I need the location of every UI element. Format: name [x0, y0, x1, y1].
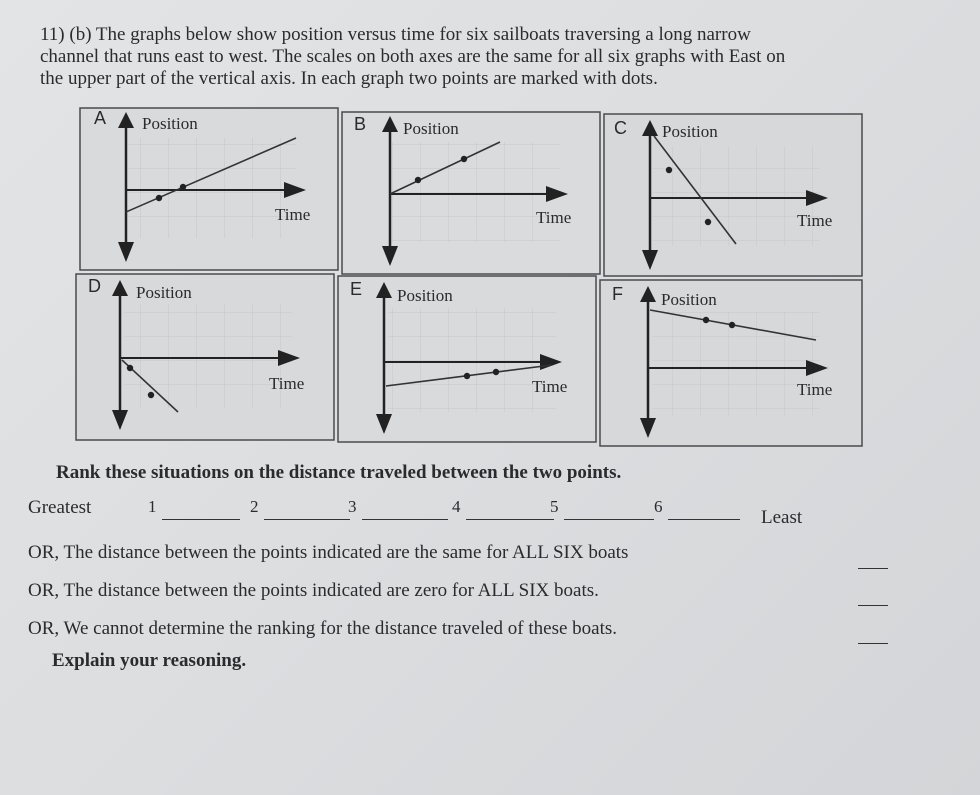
- panel-c-time-label: Time: [797, 211, 833, 230]
- panel-a-time-label: Time: [275, 205, 311, 224]
- panel-d-time-label: Time: [269, 374, 305, 393]
- option-same-distance-blank[interactable]: [858, 568, 888, 569]
- panel-e-time-label: Time: [532, 377, 568, 396]
- panel-b-gridlines: [392, 142, 560, 242]
- rank-number-5: 5: [550, 497, 559, 516]
- panel-f: [600, 280, 862, 446]
- panel-f-point-1: [703, 317, 709, 323]
- panel-b-position-label: Position: [403, 119, 459, 138]
- panel-a-gridlines: [128, 138, 296, 238]
- panel-c-point-1: [666, 167, 672, 173]
- rank-number-6: 6: [654, 497, 663, 516]
- question-line-1: 11) (b) The graphs below show position versus time for six sailboats traversing a long narrow: [40, 24, 751, 45]
- option-same-distance: OR, The distance between the points indicated are the same for ALL SIX boats: [28, 542, 629, 563]
- greatest-label: Greatest: [28, 497, 92, 518]
- panel-c-gridlines: [652, 146, 820, 246]
- panel-b-time-label: Time: [536, 208, 572, 227]
- panel-a-position-label: Position: [142, 114, 198, 133]
- rank-number-2: 2: [250, 497, 259, 516]
- panel-d-point-2: [148, 392, 154, 398]
- panel-e-point-2: [493, 369, 499, 375]
- panel-c: [604, 114, 862, 276]
- panel-a-letter: A: [94, 108, 107, 128]
- option-zero-distance: OR, The distance between the points indicated are zero for ALL SIX boats.: [28, 580, 599, 601]
- panel-e-position-label: Position: [397, 286, 453, 305]
- ranking-row: [28, 497, 928, 527]
- panel-e-gridlines: [388, 308, 556, 412]
- panel-b-letter: B: [354, 114, 367, 134]
- panel-b-point-1: [415, 177, 421, 183]
- panel-d-position-label: Position: [136, 283, 192, 302]
- question-line-3: the upper part of the vertical axis. In each graph two points are marked with dots.: [40, 68, 658, 89]
- panel-f-position-label: Position: [661, 290, 717, 309]
- least-label: Least: [761, 507, 803, 528]
- panel-c-point-2: [705, 219, 711, 225]
- question-line-2: channel that runs east to west. The scales on both axes are the same for all six graphs with East on: [40, 46, 786, 67]
- panel-b-point-2: [461, 156, 467, 162]
- panel-b: [342, 112, 600, 274]
- option-cannot-determine: OR, We cannot determine the ranking for the distance traveled of these boats.: [28, 618, 618, 639]
- panel-d: [76, 274, 334, 440]
- rank-number-4: 4: [452, 497, 461, 516]
- panel-c-letter: C: [614, 118, 627, 138]
- rank-number-1: 1: [148, 497, 157, 516]
- rank-instructions: Rank these situations on the distance traveled between the two points.: [56, 462, 622, 483]
- panel-f-point-2: [729, 322, 735, 328]
- explain-prompt: Explain your reasoning.: [52, 650, 247, 671]
- rank-number-3: 3: [348, 497, 357, 516]
- panel-f-gridlines: [652, 312, 820, 416]
- panel-c-position-label: Position: [662, 122, 718, 141]
- panel-d-point-1: [127, 365, 133, 371]
- option-cannot-determine-blank[interactable]: [858, 643, 888, 644]
- panel-a-point-2: [180, 184, 186, 190]
- panel-e: [338, 276, 596, 442]
- panel-e-letter: E: [350, 279, 363, 299]
- panel-e-point-1: [464, 373, 470, 379]
- option-zero-distance-blank[interactable]: [858, 605, 888, 606]
- panel-f-time-label: Time: [797, 380, 833, 399]
- panel-f-letter: F: [612, 284, 623, 304]
- panel-d-letter: D: [88, 276, 101, 296]
- panel-a: [80, 108, 338, 270]
- panel-a-point-1: [156, 195, 162, 201]
